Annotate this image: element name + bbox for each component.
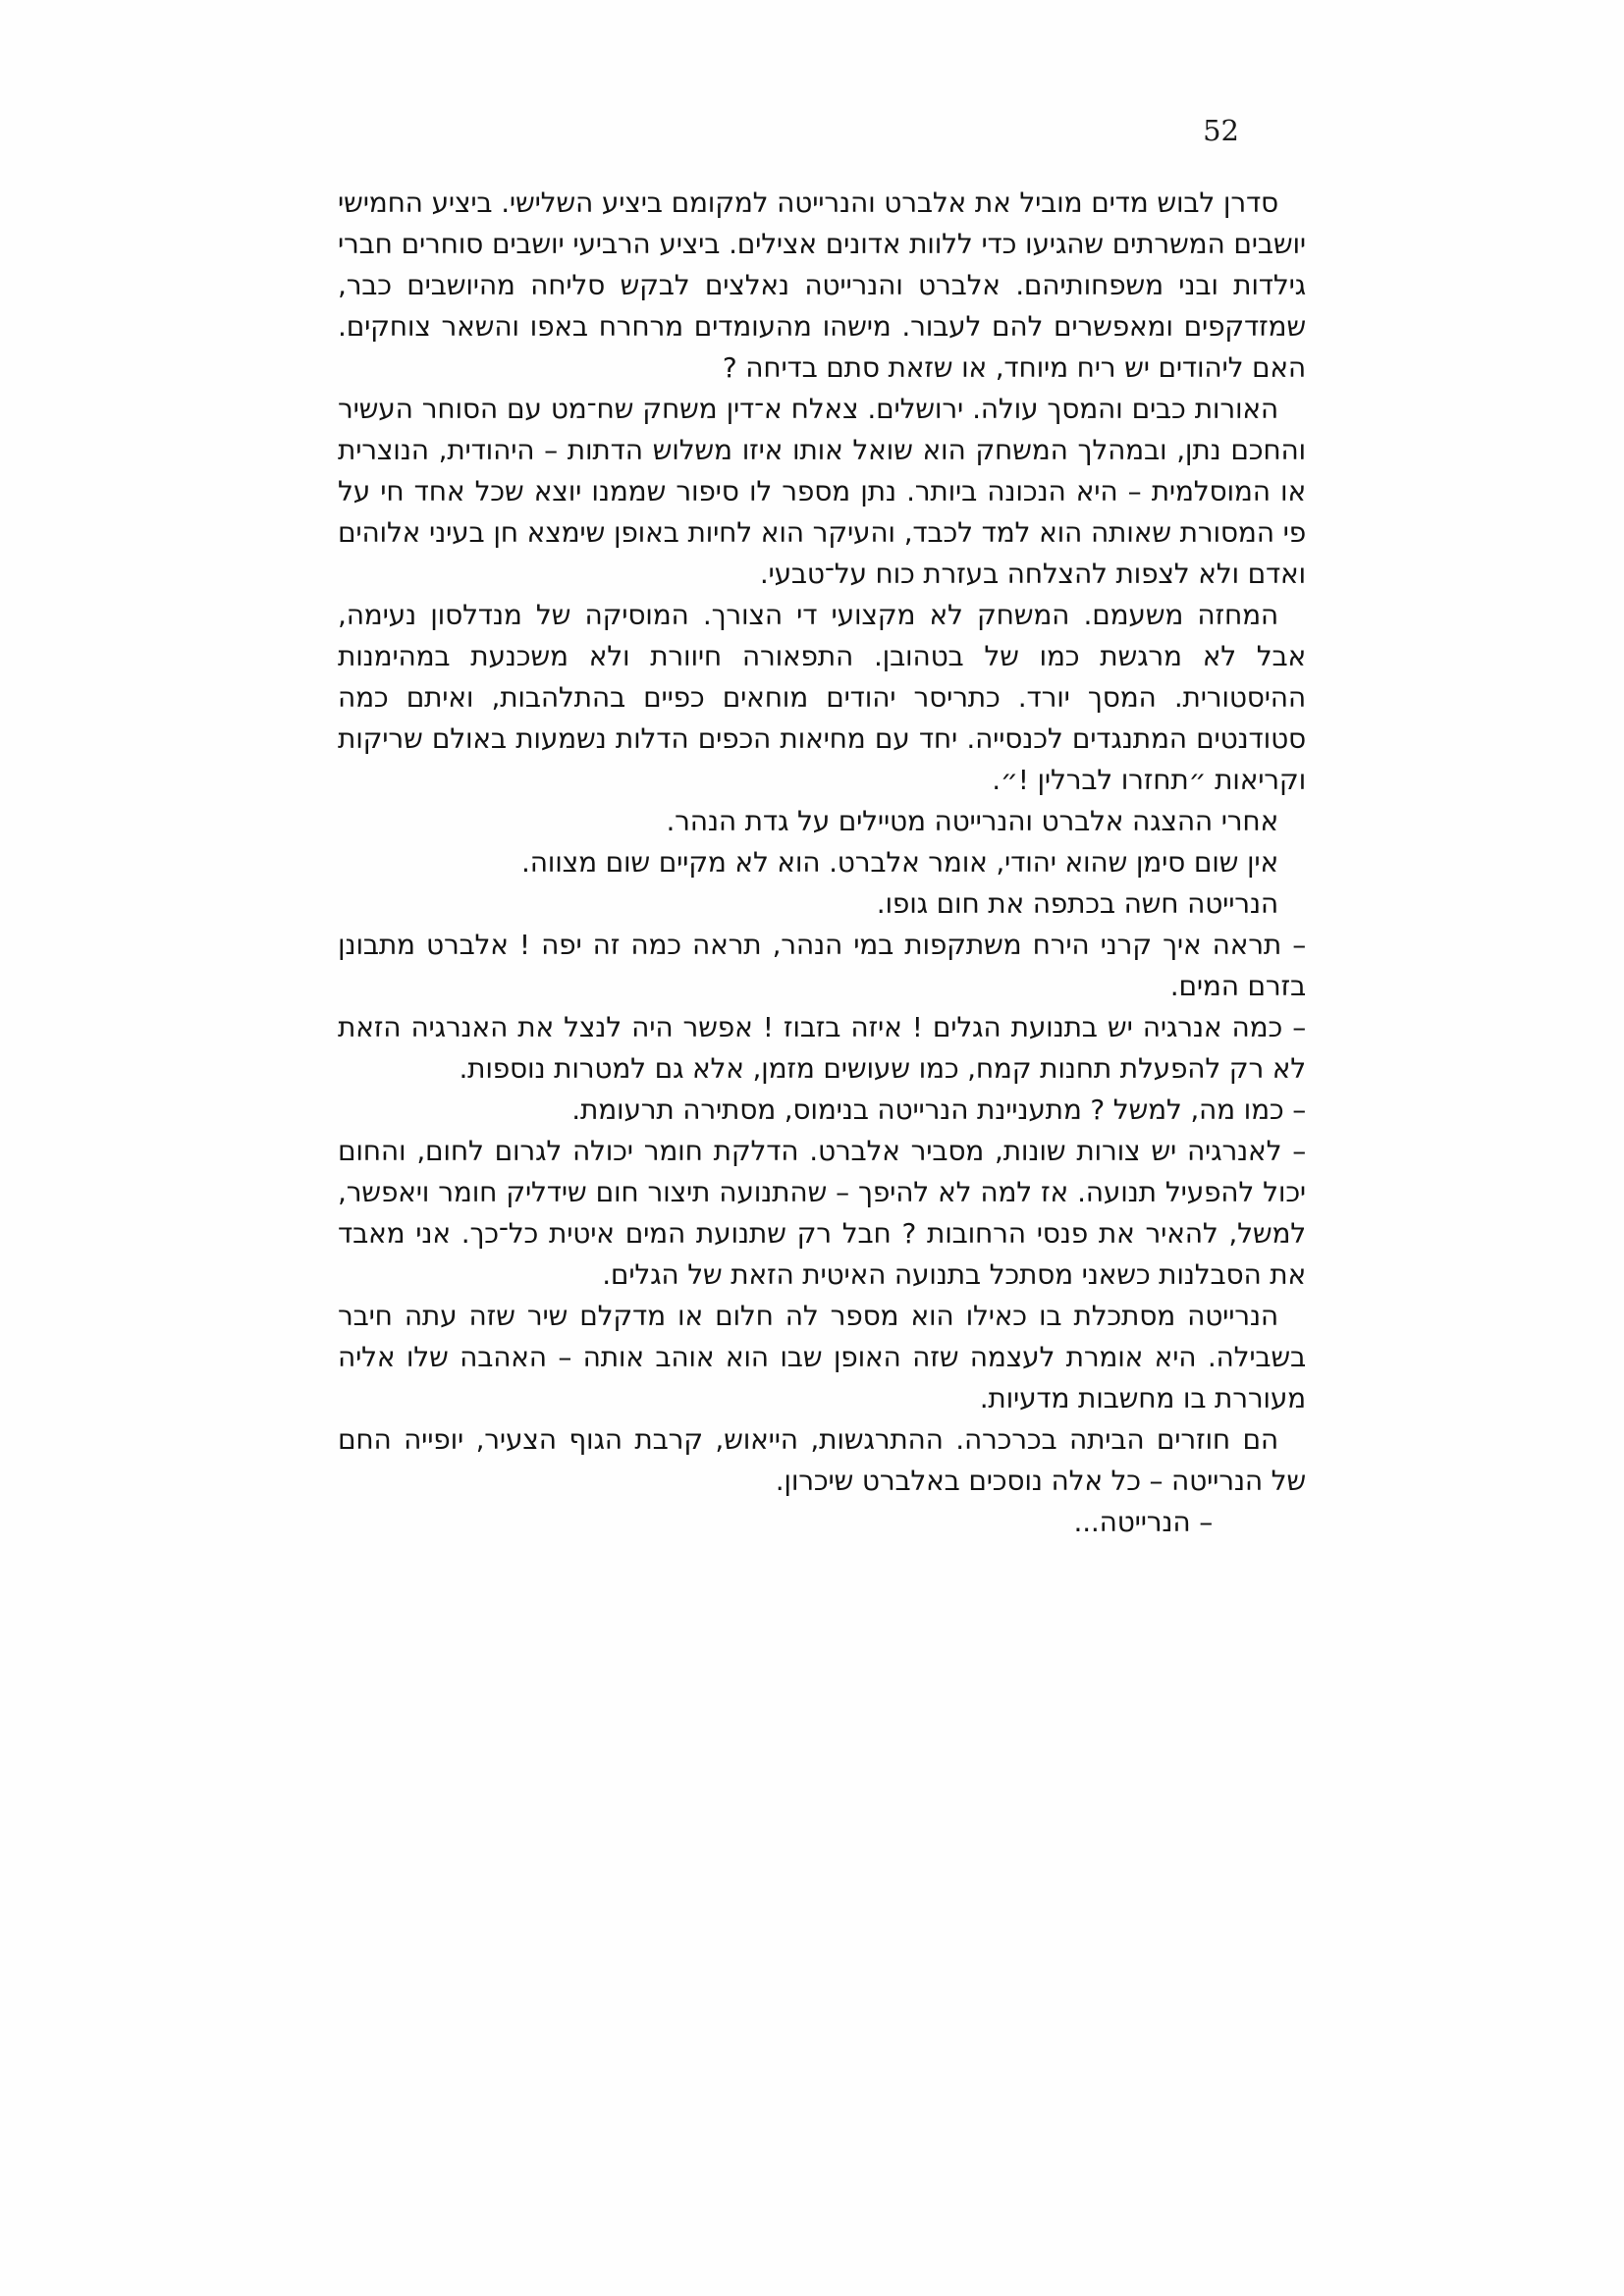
paragraph: האורות כבים והמסך עולה. ירושלים. צאלח א־דין משחק שח־מט עם הסוחר העשיר והחכם נתן, ובמהלך המשחק הוא שואל אותו איזו משלוש הדתות – היהודית, הנוצרית או המוסלמית – היא הנכונה ביותר. נתן מספר לו סיפור שממנו יוצא שכל אחד חי על פי המסורת שאותה הוא למד לכבד, והעיקר הוא לחיות באופן שימצא חן בעיני אלוהים ואדם ולא לצפות להצלחה בעזרת כוח על־טבעי. — [338, 393, 1306, 590]
paragraph: – כמה אנרגיה יש בתנועת הגלים ! איזה בזבוז ! אפשר היה לנצל את האנרגיה הזאת לא רק להפעלת תחנות קמח, כמו שעושים מזמן, אלא גם למטרות נוספות. — [338, 1011, 1306, 1085]
paragraph: הנרייטה מסתכלת בו כאילו הוא מספר לה חלום או מדקלם שיר שזה עתה חיבר בשבילה. היא אומרת לעצמה שזה האופן שבו הוא אוהב אותה – האהבה שלו אליה מעוררת בו מחשבות מדעיות. — [338, 1300, 1306, 1415]
paragraph: המחזה משעמם. המשחק לא מקצועי די הצורך. המוסיקה של מנדלסון נעימה, אבל לא מרגשת כמו של בטהובן. התפאורה חיוורת ולא משכנעת במהימנות ההיסטורית. המסך יורד. כתריסר יהודים מוחאים כפיים בהתלהבות, ואיתם כמה סטודנטים המתנגדים לכנסייה. יחד עם מחיאות הכפים הדלות נשמעות באולם שריקות וקריאות ״תחזרו לברלין !״. — [338, 599, 1306, 796]
paragraph: – כמו מה, למשל ? מתעניינת הנרייטה בנימוס, מסתירה תרעומת. — [571, 1094, 1306, 1126]
paragraph: – תראה איך קרני הירח משתקפות במי הנהר, תראה כמה זה יפה ! אלברט מתבונן בזרם המים. — [338, 929, 1306, 1002]
paragraph: סדרן לבוש מדים מוביל את אלברט והנרייטה למקומם ביציע השלישי. ביציע החמישי יושבים המשרתים שהגיעו כדי ללוות אדונים אצילים. ביציע הרביעי יושבים סוחרים חברי גילדות ובני משפחותיהם. אלברט והנרייטה נאלצים לבקש סליחה מהיושבים כבר, שמזדקפים ומאפשרים להם לעבור. מישהו מהעומדים מרחרח באפו והשאר צוחקים. האם ליהודים יש ריח מיוחד, או שזאת סתם בדיחה ? — [338, 187, 1306, 384]
page-number: 52 — [1203, 114, 1239, 147]
paragraph: הם חוזרים הביתה בכרכרה. ההתרגשות, הייאוש, קרבת הגוף הצעיר, יופייה החם של הנרייטה – כל אלה נוסכים באלברט שיכרון. — [338, 1423, 1306, 1497]
paragraph: אין שום סימן שהוא יהודי, אומר אלברט. הוא לא מקיים שום מצווה. — [521, 846, 1278, 879]
paragraph: הנרייטה חשה בכתפה את חום גופו. — [876, 887, 1278, 920]
paragraph: אחרי ההצגה אלברט והנרייטה מטיילים על גדת הנהר. — [666, 805, 1278, 837]
paragraph: – לאנרגיה יש צורות שונות, מסביר אלברט. הדלקת חומר יכולה לגרום לחום, והחום יכול להפעיל תנועה. אז למה לא להיפך – שהתנועה תיצור חום שידליק חומר ויאפשר, למשל, להאיר את פנסי הרחובות ? חבל רק שתנועת המים איטית כל־כך. אני מאבד את הסבלנות כשאני מסתכל בתנועה האיטית הזאת של הגלים. — [338, 1135, 1306, 1291]
paragraph: – הנרייטה... — [1073, 1506, 1213, 1538]
text-block — [338, 183, 1306, 1543]
